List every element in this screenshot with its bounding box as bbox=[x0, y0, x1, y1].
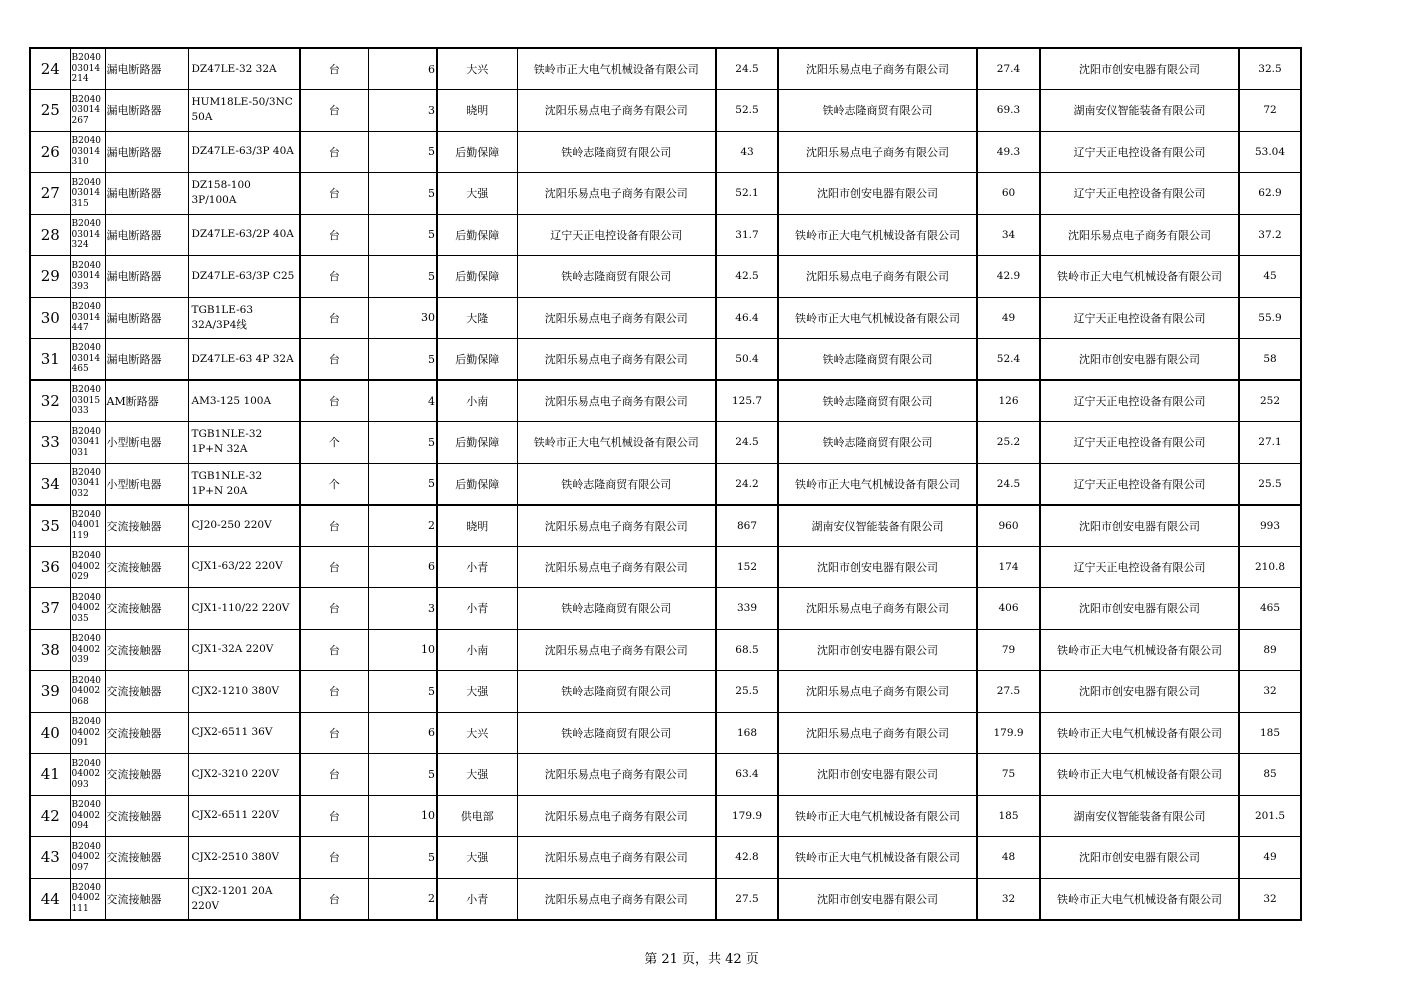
price-3-cell: 32 bbox=[1239, 671, 1301, 713]
supplier-3-cell: 辽宁天正电控设备有限公司 bbox=[1040, 380, 1239, 422]
unit-cell: 台 bbox=[300, 588, 368, 630]
page-footer: 第 21 页，共 42 页 bbox=[644, 952, 759, 967]
supplier-2-cell: 沈阳乐易点电子商务有限公司 bbox=[778, 712, 977, 754]
row-number-cell: 39 bbox=[30, 671, 70, 713]
table-row bbox=[30, 339, 1301, 381]
price-2-cell: 406 bbox=[977, 588, 1040, 630]
unit-cell: 台 bbox=[300, 712, 368, 754]
supplier-2-cell: 铁岭市正大电气机械设备有限公司 bbox=[778, 795, 977, 837]
price-1-cell: 50.4 bbox=[716, 339, 778, 381]
table-row bbox=[30, 48, 1301, 90]
table-row bbox=[30, 173, 1301, 215]
price-2-cell: 79 bbox=[977, 629, 1040, 671]
unit-cell: 台 bbox=[300, 878, 368, 920]
price-1-cell: 125.7 bbox=[716, 380, 778, 422]
supplier-1-cell: 辽宁天正电控设备有限公司 bbox=[517, 214, 716, 256]
item-code-cell: B204004001119 bbox=[70, 505, 105, 547]
supplier-3-cell: 沈阳市创安电器有限公司 bbox=[1040, 48, 1239, 90]
supplier-3-cell: 湖南安仪智能装备有限公司 bbox=[1040, 90, 1239, 132]
price-3-cell: 37.2 bbox=[1239, 214, 1301, 256]
unit-cell: 台 bbox=[300, 48, 368, 90]
price-1-cell: 168 bbox=[716, 712, 778, 754]
quantity-cell: 2 bbox=[368, 505, 437, 547]
item-spec-cell: CJX2-2510 380V bbox=[188, 837, 300, 879]
unit-cell: 台 bbox=[300, 795, 368, 837]
item-code-cell: B204003014465 bbox=[70, 339, 105, 381]
item-name-cell: 交流接触器 bbox=[105, 505, 188, 547]
price-1-cell: 24.2 bbox=[716, 463, 778, 505]
item-spec-cell: CJX2-6511 220V bbox=[188, 795, 300, 837]
supplier-3-cell: 辽宁天正电控设备有限公司 bbox=[1040, 297, 1239, 339]
department-cell: 大强 bbox=[437, 173, 517, 215]
quantity-cell: 5 bbox=[368, 339, 437, 381]
department-cell: 大兴 bbox=[437, 48, 517, 90]
row-number-cell: 41 bbox=[30, 754, 70, 796]
item-spec-cell: DZ47LE-32 32A bbox=[188, 48, 300, 90]
item-name-cell: 交流接触器 bbox=[105, 546, 188, 588]
table-row bbox=[30, 546, 1301, 588]
supplier-1-cell: 沈阳乐易点电子商务有限公司 bbox=[517, 173, 716, 215]
price-3-cell: 25.5 bbox=[1239, 463, 1301, 505]
item-spec-cell: HUM18LE-50/3NC 50A bbox=[188, 90, 300, 132]
price-2-cell: 49 bbox=[977, 297, 1040, 339]
item-spec-cell: TGB1NLE-32 1P+N 20A bbox=[188, 463, 300, 505]
price-2-cell: 27.5 bbox=[977, 671, 1040, 713]
quantity-cell: 5 bbox=[368, 754, 437, 796]
supplier-1-cell: 铁岭志隆商贸有限公司 bbox=[517, 588, 716, 630]
row-number-cell: 44 bbox=[30, 878, 70, 920]
quantity-cell: 3 bbox=[368, 588, 437, 630]
quantity-cell: 30 bbox=[368, 297, 437, 339]
item-name-cell: 交流接触器 bbox=[105, 712, 188, 754]
supplier-3-cell: 铁岭市正大电气机械设备有限公司 bbox=[1040, 256, 1239, 298]
item-spec-cell: CJ20-250 220V bbox=[188, 505, 300, 547]
row-number-cell: 29 bbox=[30, 256, 70, 298]
supplier-2-cell: 铁岭志隆商贸有限公司 bbox=[778, 380, 977, 422]
row-number-cell: 32 bbox=[30, 380, 70, 422]
row-number-cell: 40 bbox=[30, 712, 70, 754]
supplier-2-cell: 沈阳市创安电器有限公司 bbox=[778, 629, 977, 671]
row-number-cell: 37 bbox=[30, 588, 70, 630]
supplier-1-cell: 沈阳乐易点电子商务有限公司 bbox=[517, 837, 716, 879]
supplier-3-cell: 沈阳市创安电器有限公司 bbox=[1040, 588, 1239, 630]
item-code-cell: B204004002091 bbox=[70, 712, 105, 754]
price-3-cell: 72 bbox=[1239, 90, 1301, 132]
price-3-cell: 32.5 bbox=[1239, 48, 1301, 90]
price-3-cell: 993 bbox=[1239, 505, 1301, 547]
price-3-cell: 85 bbox=[1239, 754, 1301, 796]
supplier-2-cell: 沈阳市创安电器有限公司 bbox=[778, 754, 977, 796]
item-name-cell: 漏电断路器 bbox=[105, 48, 188, 90]
item-name-cell: 漏电断路器 bbox=[105, 131, 188, 173]
item-name-cell: 漏电断路器 bbox=[105, 90, 188, 132]
price-2-cell: 126 bbox=[977, 380, 1040, 422]
department-cell: 后勤保障 bbox=[437, 463, 517, 505]
supplier-1-cell: 铁岭志隆商贸有限公司 bbox=[517, 131, 716, 173]
price-1-cell: 24.5 bbox=[716, 422, 778, 464]
price-2-cell: 185 bbox=[977, 795, 1040, 837]
unit-cell: 台 bbox=[300, 380, 368, 422]
price-3-cell: 58 bbox=[1239, 339, 1301, 381]
supplier-1-cell: 沈阳乐易点电子商务有限公司 bbox=[517, 754, 716, 796]
unit-cell: 台 bbox=[300, 837, 368, 879]
supplier-1-cell: 铁岭志隆商贸有限公司 bbox=[517, 671, 716, 713]
price-1-cell: 24.5 bbox=[716, 48, 778, 90]
supplier-1-cell: 铁岭市正大电气机械设备有限公司 bbox=[517, 422, 716, 464]
supplier-3-cell: 辽宁天正电控设备有限公司 bbox=[1040, 173, 1239, 215]
price-1-cell: 25.5 bbox=[716, 671, 778, 713]
price-3-cell: 53.04 bbox=[1239, 131, 1301, 173]
department-cell: 后勤保障 bbox=[437, 422, 517, 464]
price-2-cell: 27.4 bbox=[977, 48, 1040, 90]
item-code-cell: B204003015033 bbox=[70, 380, 105, 422]
price-1-cell: 42.5 bbox=[716, 256, 778, 298]
price-3-cell: 62.9 bbox=[1239, 173, 1301, 215]
supplier-2-cell: 沈阳乐易点电子商务有限公司 bbox=[778, 48, 977, 90]
department-cell: 后勤保障 bbox=[437, 131, 517, 173]
department-cell: 晓明 bbox=[437, 90, 517, 132]
item-code-cell: B204004002068 bbox=[70, 671, 105, 713]
price-1-cell: 42.8 bbox=[716, 837, 778, 879]
table-row bbox=[30, 629, 1301, 671]
item-spec-cell: DZ47LE-63 4P 32A bbox=[188, 339, 300, 381]
department-cell: 小青 bbox=[437, 546, 517, 588]
row-number-cell: 28 bbox=[30, 214, 70, 256]
item-name-cell: 漏电断路器 bbox=[105, 214, 188, 256]
quantity-cell: 5 bbox=[368, 256, 437, 298]
supplier-1-cell: 沈阳乐易点电子商务有限公司 bbox=[517, 546, 716, 588]
supplier-1-cell: 沈阳乐易点电子商务有限公司 bbox=[517, 297, 716, 339]
item-code-cell: B204004002097 bbox=[70, 837, 105, 879]
supplier-3-cell: 沈阳市创安电器有限公司 bbox=[1040, 837, 1239, 879]
item-code-cell: B204003014214 bbox=[70, 48, 105, 90]
price-1-cell: 52.1 bbox=[716, 173, 778, 215]
row-number-cell: 43 bbox=[30, 837, 70, 879]
supplier-1-cell: 沈阳乐易点电子商务有限公司 bbox=[517, 878, 716, 920]
quantity-cell: 6 bbox=[368, 546, 437, 588]
procurement-table bbox=[29, 47, 1302, 921]
row-number-cell: 33 bbox=[30, 422, 70, 464]
supplier-2-cell: 铁岭志隆商贸有限公司 bbox=[778, 90, 977, 132]
quantity-cell: 6 bbox=[368, 712, 437, 754]
item-code-cell: B204003014310 bbox=[70, 131, 105, 173]
item-name-cell: 交流接触器 bbox=[105, 588, 188, 630]
row-number-cell: 30 bbox=[30, 297, 70, 339]
supplier-3-cell: 沈阳市创安电器有限公司 bbox=[1040, 671, 1239, 713]
unit-cell: 台 bbox=[300, 173, 368, 215]
price-2-cell: 52.4 bbox=[977, 339, 1040, 381]
price-2-cell: 32 bbox=[977, 878, 1040, 920]
price-1-cell: 339 bbox=[716, 588, 778, 630]
supplier-2-cell: 铁岭市正大电气机械设备有限公司 bbox=[778, 214, 977, 256]
price-2-cell: 75 bbox=[977, 754, 1040, 796]
unit-cell: 台 bbox=[300, 754, 368, 796]
department-cell: 大隆 bbox=[437, 297, 517, 339]
item-code-cell: B204003014324 bbox=[70, 214, 105, 256]
price-3-cell: 45 bbox=[1239, 256, 1301, 298]
item-code-cell: B204004002039 bbox=[70, 629, 105, 671]
price-1-cell: 63.4 bbox=[716, 754, 778, 796]
supplier-2-cell: 铁岭市正大电气机械设备有限公司 bbox=[778, 837, 977, 879]
supplier-2-cell: 沈阳乐易点电子商务有限公司 bbox=[778, 256, 977, 298]
unit-cell: 台 bbox=[300, 214, 368, 256]
item-spec-cell: CJX2-6511 36V bbox=[188, 712, 300, 754]
item-spec-cell: CJX2-1210 380V bbox=[188, 671, 300, 713]
price-1-cell: 46.4 bbox=[716, 297, 778, 339]
row-number-cell: 38 bbox=[30, 629, 70, 671]
unit-cell: 台 bbox=[300, 131, 368, 173]
item-name-cell: 交流接触器 bbox=[105, 629, 188, 671]
price-2-cell: 48 bbox=[977, 837, 1040, 879]
item-spec-cell: DZ47LE-63/2P 40A bbox=[188, 214, 300, 256]
supplier-3-cell: 辽宁天正电控设备有限公司 bbox=[1040, 131, 1239, 173]
unit-cell: 台 bbox=[300, 546, 368, 588]
supplier-1-cell: 铁岭志隆商贸有限公司 bbox=[517, 712, 716, 754]
price-2-cell: 34 bbox=[977, 214, 1040, 256]
quantity-cell: 5 bbox=[368, 131, 437, 173]
item-name-cell: 漏电断路器 bbox=[105, 173, 188, 215]
item-spec-cell: CJX2-1201 20A 220V bbox=[188, 878, 300, 920]
item-spec-cell: DZ47LE-63/3P C25 bbox=[188, 256, 300, 298]
item-spec-cell: DZ158-100 3P/100A bbox=[188, 173, 300, 215]
supplier-1-cell: 沈阳乐易点电子商务有限公司 bbox=[517, 90, 716, 132]
item-code-cell: B204004002035 bbox=[70, 588, 105, 630]
price-1-cell: 43 bbox=[716, 131, 778, 173]
price-2-cell: 49.3 bbox=[977, 131, 1040, 173]
price-3-cell: 55.9 bbox=[1239, 297, 1301, 339]
item-spec-cell: CJX1-110/22 220V bbox=[188, 588, 300, 630]
supplier-3-cell: 辽宁天正电控设备有限公司 bbox=[1040, 546, 1239, 588]
item-code-cell: B204003014315 bbox=[70, 173, 105, 215]
quantity-cell: 5 bbox=[368, 463, 437, 505]
item-name-cell: AM断路器 bbox=[105, 380, 188, 422]
item-code-cell: B204004002111 bbox=[70, 878, 105, 920]
table-row bbox=[30, 505, 1301, 547]
unit-cell: 台 bbox=[300, 505, 368, 547]
item-spec-cell: AM3-125 100A bbox=[188, 380, 300, 422]
table-row bbox=[30, 588, 1301, 630]
price-2-cell: 24.5 bbox=[977, 463, 1040, 505]
row-number-cell: 42 bbox=[30, 795, 70, 837]
price-1-cell: 867 bbox=[716, 505, 778, 547]
item-spec-cell: DZ47LE-63/3P 40A bbox=[188, 131, 300, 173]
table-row bbox=[30, 297, 1301, 339]
supplier-3-cell: 湖南安仪智能装备有限公司 bbox=[1040, 795, 1239, 837]
supplier-3-cell: 铁岭市正大电气机械设备有限公司 bbox=[1040, 878, 1239, 920]
price-3-cell: 32 bbox=[1239, 878, 1301, 920]
supplier-2-cell: 铁岭市正大电气机械设备有限公司 bbox=[778, 297, 977, 339]
table-row bbox=[30, 214, 1301, 256]
unit-cell: 台 bbox=[300, 256, 368, 298]
item-spec-cell: TGB1LE-63 32A/3P4线 bbox=[188, 297, 300, 339]
table-row bbox=[30, 712, 1301, 754]
supplier-1-cell: 铁岭志隆商贸有限公司 bbox=[517, 463, 716, 505]
price-3-cell: 49 bbox=[1239, 837, 1301, 879]
table-row bbox=[30, 671, 1301, 713]
item-name-cell: 漏电断路器 bbox=[105, 297, 188, 339]
department-cell: 小青 bbox=[437, 588, 517, 630]
price-2-cell: 960 bbox=[977, 505, 1040, 547]
supplier-2-cell: 铁岭市正大电气机械设备有限公司 bbox=[778, 463, 977, 505]
price-2-cell: 179.9 bbox=[977, 712, 1040, 754]
supplier-2-cell: 沈阳乐易点电子商务有限公司 bbox=[778, 588, 977, 630]
supplier-1-cell: 铁岭市正大电气机械设备有限公司 bbox=[517, 48, 716, 90]
item-code-cell: B204004002029 bbox=[70, 546, 105, 588]
price-3-cell: 27.1 bbox=[1239, 422, 1301, 464]
table-row bbox=[30, 463, 1301, 505]
table-row bbox=[30, 878, 1301, 920]
quantity-cell: 4 bbox=[368, 380, 437, 422]
price-2-cell: 42.9 bbox=[977, 256, 1040, 298]
supplier-1-cell: 沈阳乐易点电子商务有限公司 bbox=[517, 795, 716, 837]
supplier-3-cell: 辽宁天正电控设备有限公司 bbox=[1040, 422, 1239, 464]
department-cell: 后勤保障 bbox=[437, 339, 517, 381]
item-name-cell: 交流接触器 bbox=[105, 878, 188, 920]
supplier-2-cell: 沈阳市创安电器有限公司 bbox=[778, 173, 977, 215]
item-spec-cell: CJX1-63/22 220V bbox=[188, 546, 300, 588]
table-row bbox=[30, 795, 1301, 837]
supplier-1-cell: 沈阳乐易点电子商务有限公司 bbox=[517, 380, 716, 422]
supplier-1-cell: 沈阳乐易点电子商务有限公司 bbox=[517, 339, 716, 381]
supplier-3-cell: 铁岭市正大电气机械设备有限公司 bbox=[1040, 629, 1239, 671]
price-1-cell: 52.5 bbox=[716, 90, 778, 132]
quantity-cell: 5 bbox=[368, 837, 437, 879]
supplier-2-cell: 铁岭志隆商贸有限公司 bbox=[778, 422, 977, 464]
price-1-cell: 179.9 bbox=[716, 795, 778, 837]
department-cell: 大兴 bbox=[437, 712, 517, 754]
quantity-cell: 2 bbox=[368, 878, 437, 920]
quantity-cell: 5 bbox=[368, 671, 437, 713]
quantity-cell: 10 bbox=[368, 795, 437, 837]
row-number-cell: 26 bbox=[30, 131, 70, 173]
supplier-2-cell: 沈阳乐易点电子商务有限公司 bbox=[778, 671, 977, 713]
supplier-3-cell: 铁岭市正大电气机械设备有限公司 bbox=[1040, 712, 1239, 754]
unit-cell: 台 bbox=[300, 339, 368, 381]
item-code-cell: B204004002093 bbox=[70, 754, 105, 796]
price-1-cell: 152 bbox=[716, 546, 778, 588]
price-2-cell: 60 bbox=[977, 173, 1040, 215]
item-code-cell: B204003041031 bbox=[70, 422, 105, 464]
price-1-cell: 31.7 bbox=[716, 214, 778, 256]
department-cell: 后勤保障 bbox=[437, 256, 517, 298]
supplier-3-cell: 铁岭市正大电气机械设备有限公司 bbox=[1040, 754, 1239, 796]
table-row bbox=[30, 90, 1301, 132]
table-row bbox=[30, 380, 1301, 422]
item-code-cell: B204003014267 bbox=[70, 90, 105, 132]
unit-cell: 台 bbox=[300, 671, 368, 713]
quantity-cell: 5 bbox=[368, 173, 437, 215]
item-spec-cell: TGB1NLE-32 1P+N 32A bbox=[188, 422, 300, 464]
price-3-cell: 185 bbox=[1239, 712, 1301, 754]
department-cell: 供电部 bbox=[437, 795, 517, 837]
row-number-cell: 27 bbox=[30, 173, 70, 215]
item-name-cell: 漏电断路器 bbox=[105, 339, 188, 381]
table-row bbox=[30, 131, 1301, 173]
department-cell: 小青 bbox=[437, 878, 517, 920]
row-number-cell: 36 bbox=[30, 546, 70, 588]
table-row bbox=[30, 422, 1301, 464]
row-number-cell: 35 bbox=[30, 505, 70, 547]
price-3-cell: 89 bbox=[1239, 629, 1301, 671]
item-code-cell: B204003041032 bbox=[70, 463, 105, 505]
item-code-cell: B204004002094 bbox=[70, 795, 105, 837]
item-code-cell: B204003014447 bbox=[70, 297, 105, 339]
supplier-1-cell: 铁岭志隆商贸有限公司 bbox=[517, 256, 716, 298]
item-name-cell: 交流接触器 bbox=[105, 837, 188, 879]
price-3-cell: 252 bbox=[1239, 380, 1301, 422]
department-cell: 小南 bbox=[437, 380, 517, 422]
item-spec-cell: CJX2-3210 220V bbox=[188, 754, 300, 796]
price-3-cell: 465 bbox=[1239, 588, 1301, 630]
table-row bbox=[30, 754, 1301, 796]
supplier-3-cell: 辽宁天正电控设备有限公司 bbox=[1040, 463, 1239, 505]
item-name-cell: 小型断电器 bbox=[105, 422, 188, 464]
supplier-1-cell: 沈阳乐易点电子商务有限公司 bbox=[517, 505, 716, 547]
supplier-2-cell: 湖南安仪智能装备有限公司 bbox=[778, 505, 977, 547]
quantity-cell: 10 bbox=[368, 629, 437, 671]
price-1-cell: 27.5 bbox=[716, 878, 778, 920]
item-code-cell: B204003014393 bbox=[70, 256, 105, 298]
item-name-cell: 漏电断路器 bbox=[105, 256, 188, 298]
department-cell: 大强 bbox=[437, 837, 517, 879]
unit-cell: 台 bbox=[300, 90, 368, 132]
row-number-cell: 34 bbox=[30, 463, 70, 505]
supplier-1-cell: 沈阳乐易点电子商务有限公司 bbox=[517, 629, 716, 671]
item-name-cell: 小型断电器 bbox=[105, 463, 188, 505]
supplier-3-cell: 沈阳市创安电器有限公司 bbox=[1040, 339, 1239, 381]
row-number-cell: 24 bbox=[30, 48, 70, 90]
supplier-3-cell: 沈阳乐易点电子商务有限公司 bbox=[1040, 214, 1239, 256]
department-cell: 晓明 bbox=[437, 505, 517, 547]
supplier-3-cell: 沈阳市创安电器有限公司 bbox=[1040, 505, 1239, 547]
department-cell: 大强 bbox=[437, 671, 517, 713]
unit-cell: 个 bbox=[300, 422, 368, 464]
row-number-cell: 25 bbox=[30, 90, 70, 132]
supplier-2-cell: 沈阳乐易点电子商务有限公司 bbox=[778, 131, 977, 173]
quantity-cell: 3 bbox=[368, 90, 437, 132]
department-cell: 小南 bbox=[437, 629, 517, 671]
quantity-cell: 5 bbox=[368, 422, 437, 464]
table-row bbox=[30, 256, 1301, 298]
quantity-cell: 5 bbox=[368, 214, 437, 256]
supplier-2-cell: 铁岭志隆商贸有限公司 bbox=[778, 339, 977, 381]
price-2-cell: 25.2 bbox=[977, 422, 1040, 464]
unit-cell: 台 bbox=[300, 629, 368, 671]
supplier-2-cell: 沈阳市创安电器有限公司 bbox=[778, 546, 977, 588]
item-name-cell: 交流接触器 bbox=[105, 795, 188, 837]
supplier-2-cell: 沈阳市创安电器有限公司 bbox=[778, 878, 977, 920]
quantity-cell: 6 bbox=[368, 48, 437, 90]
price-3-cell: 201.5 bbox=[1239, 795, 1301, 837]
department-cell: 大强 bbox=[437, 754, 517, 796]
department-cell: 后勤保障 bbox=[437, 214, 517, 256]
price-2-cell: 174 bbox=[977, 546, 1040, 588]
item-spec-cell: CJX1-32A 220V bbox=[188, 629, 300, 671]
row-number-cell: 31 bbox=[30, 339, 70, 381]
unit-cell: 个 bbox=[300, 463, 368, 505]
unit-cell: 台 bbox=[300, 297, 368, 339]
price-2-cell: 69.3 bbox=[977, 90, 1040, 132]
item-name-cell: 交流接触器 bbox=[105, 754, 188, 796]
item-name-cell: 交流接触器 bbox=[105, 671, 188, 713]
price-3-cell: 210.8 bbox=[1239, 546, 1301, 588]
price-1-cell: 68.5 bbox=[716, 629, 778, 671]
table-row bbox=[30, 837, 1301, 879]
